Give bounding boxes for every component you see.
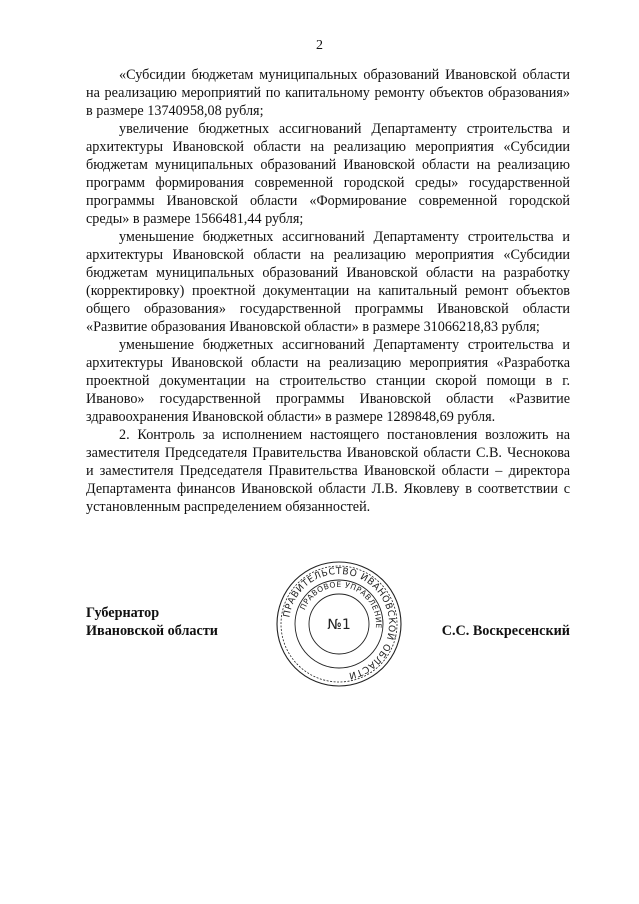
page-number: 2 (316, 38, 323, 53)
signature-block (86, 565, 570, 694)
paragraph: увеличение бюджетных ассигнований Департаменту строительства и архитектуры Ивановской области на реализацию мероприятия «Субсидии бюджетам муниципальных образований Ивановской области на реализацию программ формирования современной городской среды» государственной программы Ивановской области «Формирование современной городской среды» в размере 1566481,44 рубля; (86, 121, 570, 227)
paragraph: «Субсидии бюджетам муниципальных образований Ивановской области на реализацию мероприятий по капитальному ремонту объектов образования» в размере 13740958,08 рубля; (86, 67, 570, 119)
official-seal-icon (274, 559, 404, 689)
signer-title (86, 604, 218, 640)
paragraph: 2. Контроль за исполнением настоящего постановления возложить на заместителя Председателя Правительства Ивановской области С.В. Чеснокова и заместителя Председателя Правительства Ивановской области – директора Департамента финансов Ивановской области Л.В. Яковлеву в соответствии с установленным распределением обязанностей. (86, 427, 570, 515)
seal-inner-text: ПРАВОВОЕ УПРАВЛЕНИЕ (298, 579, 384, 629)
paragraph: уменьшение бюджетных ассигнований Департаменту строительства и архитектуры Ивановской области на реализацию мероприятия «Субсидии бюджетам муниципальных образований Ивановской области на разработку (корректировку) проектной документации на капитальный ремонт объектов общего образования» государственной программы Ивановской области «Развитие образования Ивановской области» в размере 31066218,83 рубля; (86, 229, 570, 335)
seal-outer-text: ПРАВИТЕЛЬСТВО ИВАНОВСКОЙ ОБЛАСТИ (281, 565, 398, 682)
signer-name: С.С. Воскресенский (441, 623, 570, 639)
signer-title-line: Губернатор (86, 605, 160, 621)
seal-center-number: №1 (327, 617, 351, 633)
paragraph: уменьшение бюджетных ассигнований Департаменту строительства и архитектуры Ивановской области на реализацию мероприятия «Разработка проектной документации на строительство станции скорой помощи в г. Иваново» государственной программы Ивановской области «Развитие здравоохранения Ивановской области» в размере 1289848,69 рубля. (86, 337, 570, 425)
signer-title-line: Ивановской области (86, 623, 218, 639)
document-body (86, 66, 570, 516)
